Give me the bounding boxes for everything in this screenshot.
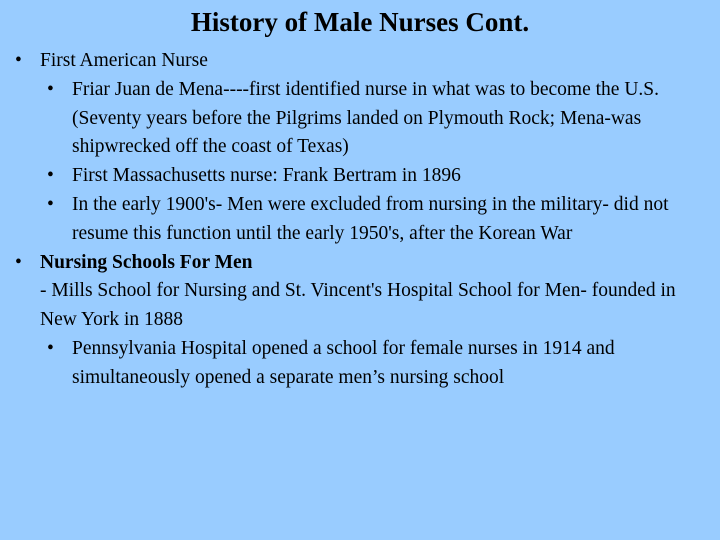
section-note: - Mills School for Nursing and St. Vincent's Hospital School for Men- founded in New York in 1888: [40, 280, 676, 331]
sub-bullet-military-exclusion: [0, 191, 720, 249]
sub-bullet-text: First Massachusetts nurse: Frank Bertram in 1896: [72, 165, 461, 187]
bullet-marker: •: [15, 50, 22, 71]
bullet-nursing-schools-for-men: [0, 249, 720, 278]
sub-bullet-juan-de-mena: [0, 76, 720, 162]
bullet-marker: •: [47, 165, 54, 187]
sub-bullet-pennsylvania-hospital: [0, 335, 720, 393]
bullet-first-american-nurse: [0, 47, 720, 76]
section-heading: Nursing Schools For Men: [40, 251, 253, 273]
sub-bullet-text: In the early 1900's- Men were excluded from nursing in the military- did not resume this function until the early 1950's, after the Korean War: [72, 193, 669, 244]
bullet-marker: •: [47, 337, 54, 359]
bullet-marker: •: [47, 78, 54, 100]
slide-content: [0, 47, 720, 393]
sub-bullet-frank-bertram: [0, 162, 720, 191]
bullet-marker: •: [15, 251, 22, 273]
sub-bullet-text: Friar Juan de Mena----first identified nurse in what was to become the U.S. (Seventy years before the Pilgrims landed on Plymouth Rock; Mena-was shipwrecked off the coast of Texas): [72, 78, 659, 158]
section-heading: First American Nurse: [40, 50, 208, 71]
slide-title: History of Male Nurses Cont.: [190, 7, 530, 37]
bullet-marker: •: [47, 193, 54, 215]
sub-bullet-text: Pennsylvania Hospital opened a school for female nurses in 1914 and simultaneously opened a separate men’s nursing school: [72, 337, 615, 388]
